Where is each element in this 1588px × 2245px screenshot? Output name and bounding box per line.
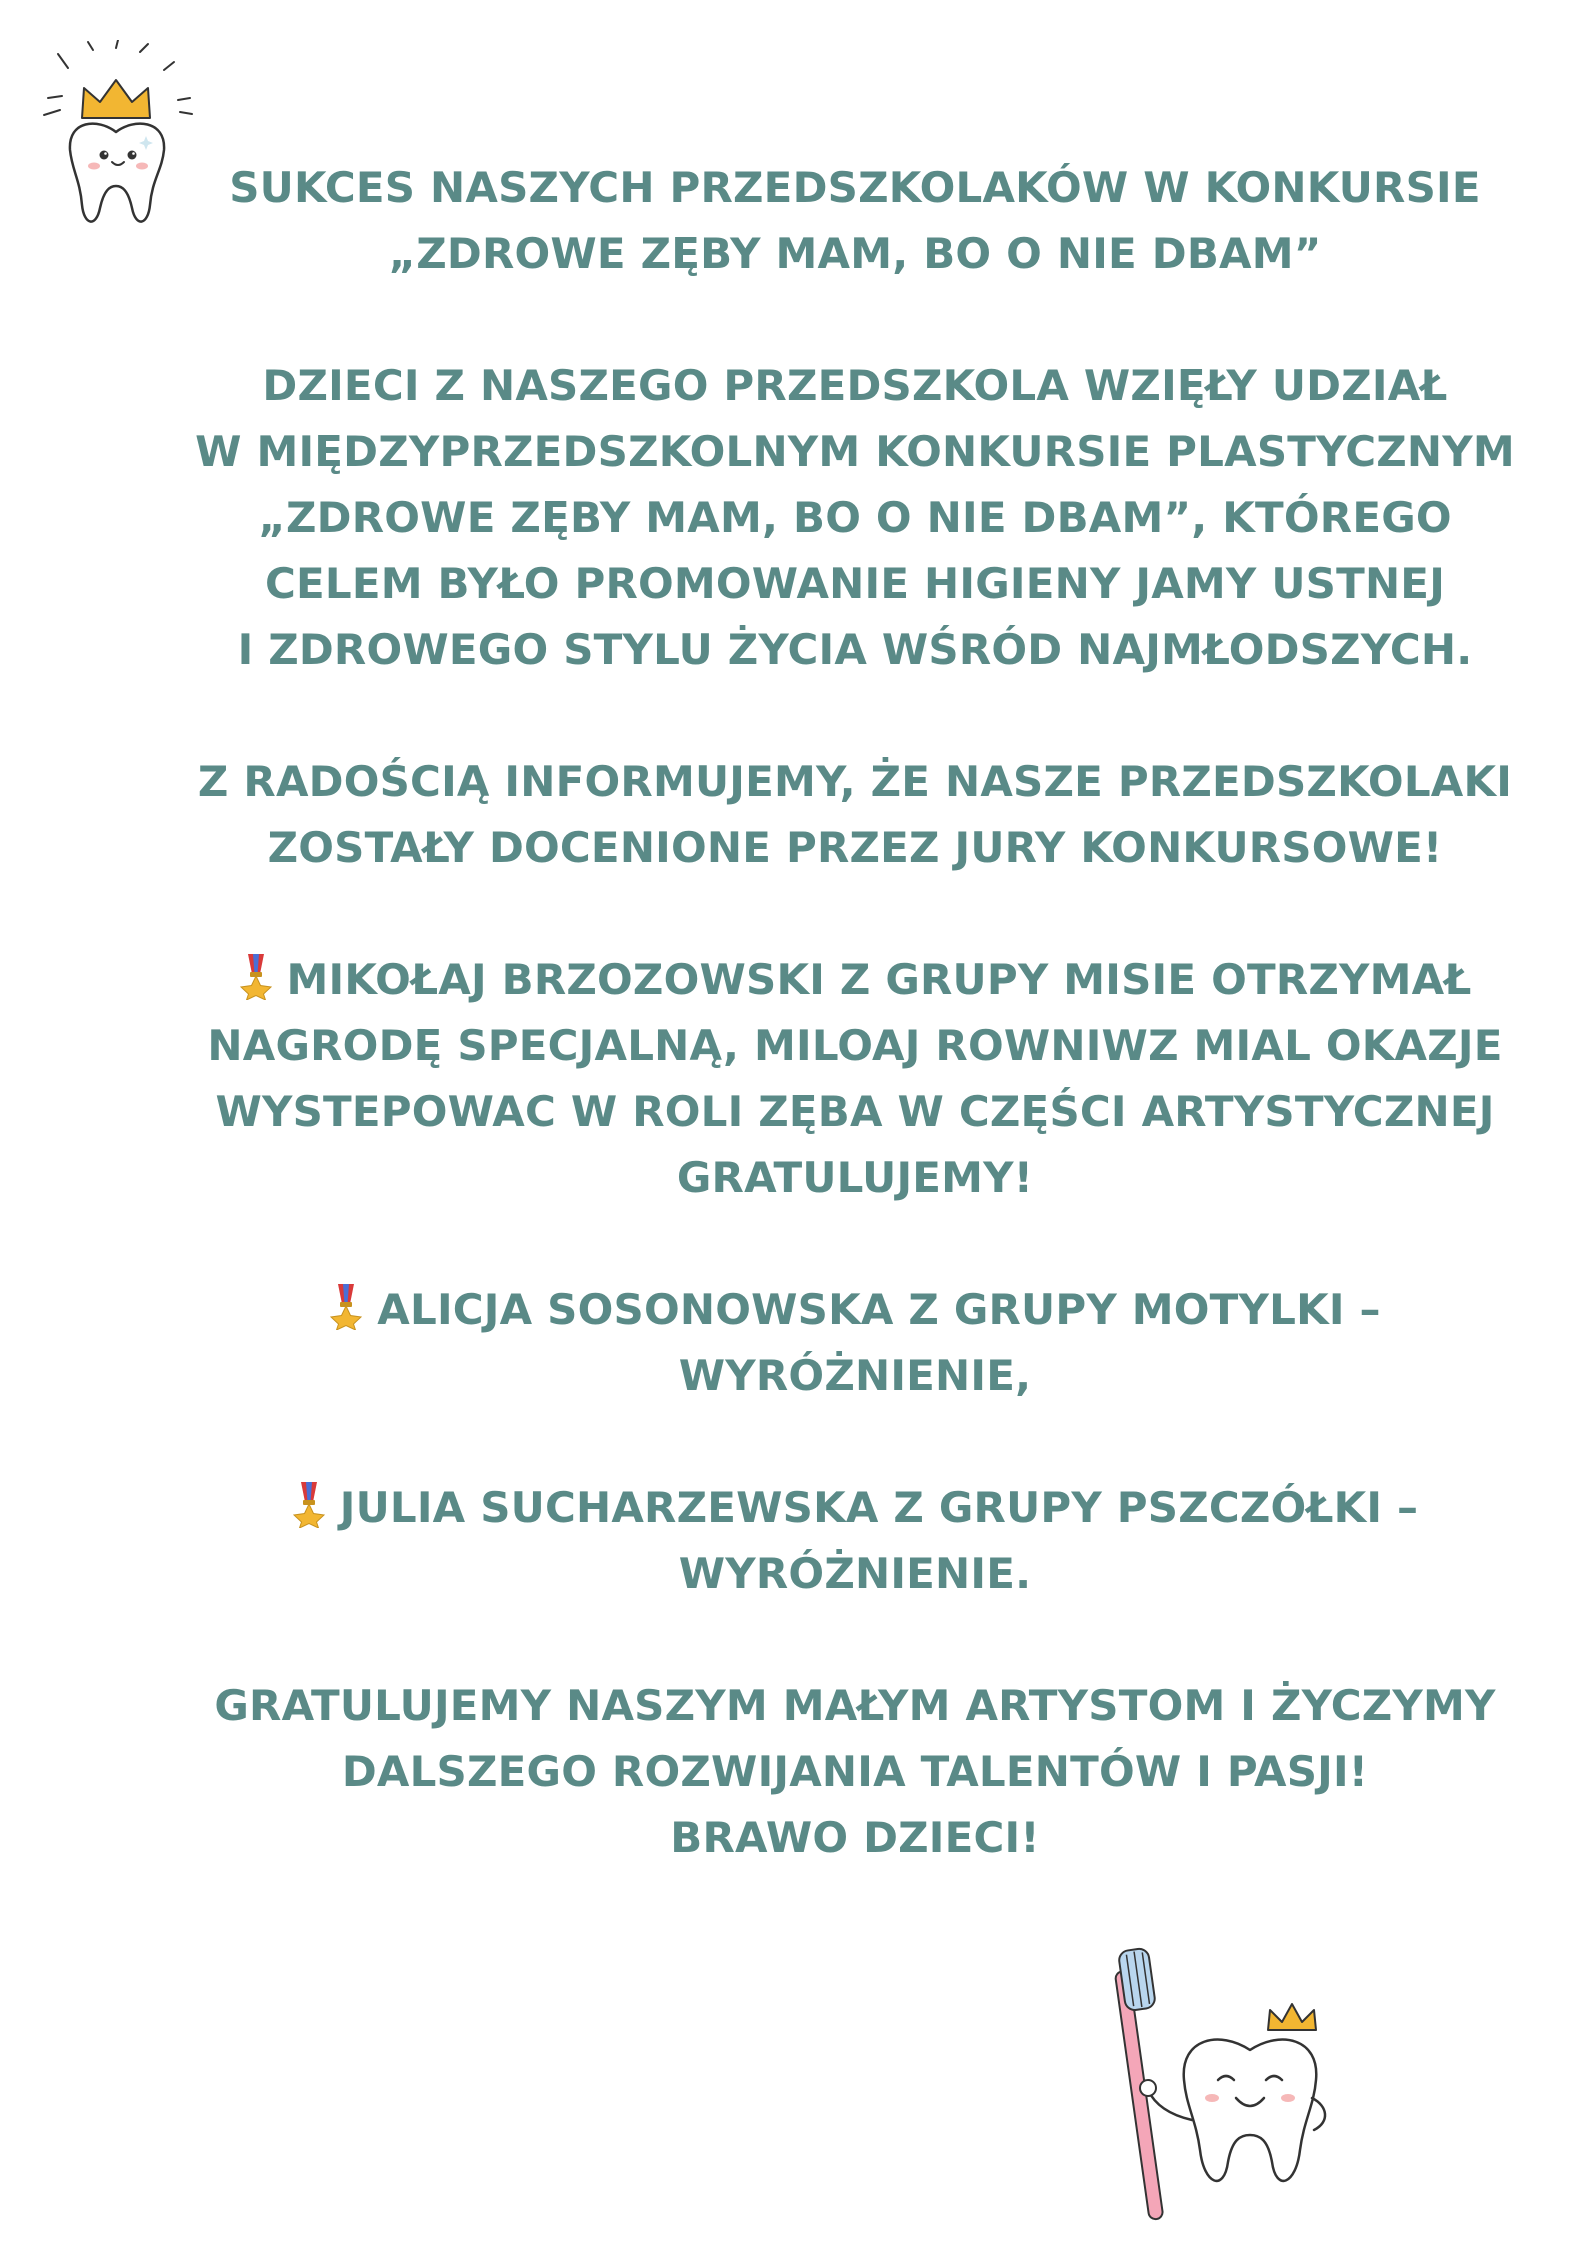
medal-icon (329, 1284, 363, 1330)
announcement-content (150, 155, 1560, 1871)
intro-paragraph (150, 353, 1560, 683)
title-line: „ZDROWE ZĘBY MAM, BO O NIE DBAM” (388, 229, 1322, 278)
closing-line: GRATULUJEMY NASZYM MAŁYM ARTYSTOM I ŻYCZYMY (214, 1681, 1496, 1730)
announcement-paragraph (150, 749, 1560, 881)
award-line: WYSTEPOWAC W ROLI ZĘBA W CZĘŚCI ARTYSTYCZNEJ (215, 1087, 1495, 1136)
award-line: JULIA SUCHARZEWSKA Z GRUPY PSZCZÓŁKI – (339, 1483, 1419, 1532)
award-line: WYRÓŻNIENIE, (678, 1351, 1032, 1400)
intro-line: „ZDROWE ZĘBY MAM, BO O NIE DBAM”, KTÓREGO (258, 493, 1452, 542)
award-line: GRATULUJEMY! (676, 1153, 1034, 1202)
intro-line: W MIĘDZYPRZEDSZKOLNYM KONKURSIE PLASTYCZNYM (195, 427, 1515, 476)
award-line: NAGRODĘ SPECJALNĄ, MILOAJ ROWNIWZ MIAL OKAZJE (207, 1021, 1503, 1070)
page-title (150, 155, 1560, 287)
award-line: WYRÓŻNIENIE. (678, 1549, 1032, 1598)
announcement-line: ZOSTAŁY DOCENIONE PRZEZ JURY KONKURSOWE! (267, 823, 1443, 872)
award-entry-brzozowski (150, 947, 1560, 1211)
title-line: SUKCES NASZYCH PRZEDSZKOLAKÓW W KONKURSIE (229, 163, 1481, 212)
announcement-line: Z RADOŚCIĄ INFORMUJEMY, ŻE NASZE PRZEDSZKOLAKI (197, 757, 1513, 806)
intro-line: CELEM BYŁO PROMOWANIE HIGIENY JAMY USTNEJ (264, 559, 1446, 608)
closing-paragraph (150, 1673, 1560, 1871)
medal-icon (239, 954, 273, 1000)
medal-icon (292, 1482, 326, 1528)
closing-line: DALSZEGO ROZWIJANIA TALENTÓW I PASJI! (341, 1747, 1369, 1796)
award-entry-sosonowska (150, 1277, 1560, 1409)
award-line: MIKOŁAJ BRZOZOWSKI Z GRUPY MISIE OTRZYMAŁ (286, 955, 1472, 1004)
intro-line: DZIECI Z NASZEGO PRZEDSZKOLA WZIĘŁY UDZIAŁ (262, 361, 1448, 410)
award-line: ALICJA SOSONOWSKA Z GRUPY MOTYLKI – (377, 1285, 1381, 1334)
tooth-with-toothbrush-icon (1100, 1930, 1350, 2230)
award-entry-sucharzewska (150, 1475, 1560, 1607)
closing-line: BRAWO DZIECI! (670, 1813, 1040, 1862)
intro-line: I ZDROWEGO STYLU ŻYCIA WŚRÓD NAJMŁODSZYCH. (237, 625, 1473, 674)
